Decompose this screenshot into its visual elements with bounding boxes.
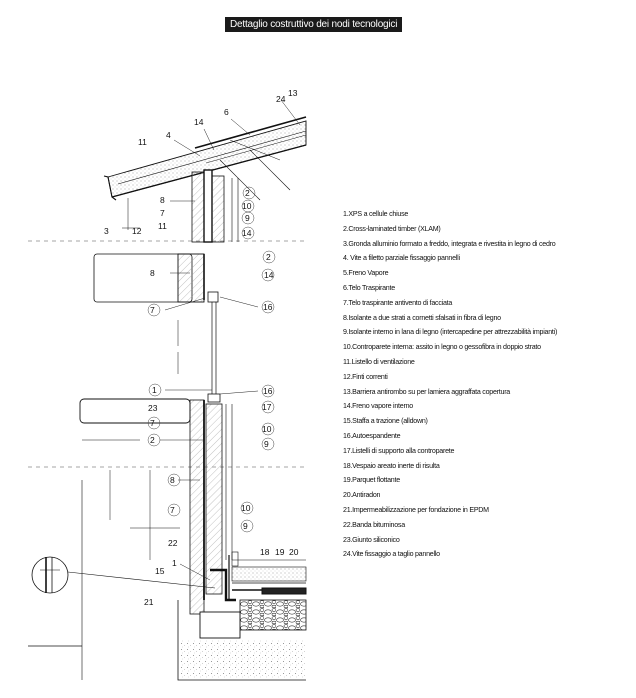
legend-item: 10.Controparete interna: assito in legno o gessofibra in doppio strato xyxy=(343,343,541,352)
legend-item: 9.Isolante interno in lana di legno (intercapedine per attrezzabilità impianti) xyxy=(343,328,558,337)
wall-middle xyxy=(94,254,220,402)
callout-11-low: 11 xyxy=(158,221,167,231)
callout-7: 7 xyxy=(160,208,165,218)
callout-1-b: 1 xyxy=(172,558,177,568)
legend-item: 5.Freno Vapore xyxy=(343,269,389,278)
callout-16: 16 xyxy=(263,302,273,312)
legend-item: 12.Finti correnti xyxy=(343,372,388,381)
legend-item: 8.Isolante a due strati a cornetti sfalsati in fibra di legno xyxy=(343,313,501,322)
legend-item: 1.XPS a cellule chiuse xyxy=(343,210,409,218)
legend-item: 16.Autoespandente xyxy=(343,431,401,440)
callout-2-b: 2 xyxy=(266,252,271,262)
legend-item: 19.Parquet flottante xyxy=(343,476,400,485)
callout-9-b: 9 xyxy=(264,439,269,449)
callout-3: 3 xyxy=(104,226,109,236)
callout-14: 14 xyxy=(194,117,204,127)
callout-17: 17 xyxy=(262,402,272,412)
legend-item: 13.Barriera antirombo su per lamiera aggraffata copertura xyxy=(343,387,511,396)
legend-item: 11.Listello di ventilazione xyxy=(343,357,415,366)
legend-item: 2.Cross-laminated timber (XLAM) xyxy=(343,224,441,233)
callout-10: 10 xyxy=(242,201,252,211)
callout-24: 24 xyxy=(276,94,286,104)
callout-21: 21 xyxy=(144,597,154,607)
callout-8-b: 8 xyxy=(150,268,155,278)
legend-item: 3.Gronda alluminio formato a freddo, integrata e rivestita in legno di cedro xyxy=(343,239,556,248)
callout-10-b: 10 xyxy=(262,424,272,434)
callout-22: 22 xyxy=(168,538,178,548)
callout-8-c: 8 xyxy=(170,475,175,485)
callout-15: 15 xyxy=(155,566,165,576)
callout-1: 1 xyxy=(152,385,157,395)
legend-list xyxy=(343,207,557,562)
callout-7-b: 7 xyxy=(150,305,155,315)
legend-item: 14.Freno vapore interno xyxy=(343,402,413,411)
callout-7-c: 7 xyxy=(150,418,155,428)
callout-9-c: 9 xyxy=(243,521,248,531)
callout-2-c: 2 xyxy=(150,435,155,445)
drawing-title: Dettaglio costruttivo dei nodi tecnologici xyxy=(225,17,402,32)
callout-10-c: 10 xyxy=(241,503,251,513)
legend-item: 17.Listelli di supporto alla controparete xyxy=(343,446,455,455)
callout-13: 13 xyxy=(288,88,298,98)
legend-item: 23.Giunto siliconico xyxy=(343,535,400,544)
legend-item: 4. Vite a filetto parziale fissaggio pannelli xyxy=(343,254,460,263)
callout-19: 19 xyxy=(275,547,285,557)
callout-2: 2 xyxy=(245,188,250,198)
callout-20: 20 xyxy=(289,547,299,557)
callout-11: 11 xyxy=(138,137,147,147)
callout-12: 12 xyxy=(132,226,142,236)
legend-item: 20.Antiradon xyxy=(343,491,381,500)
callout-8: 8 xyxy=(160,195,165,205)
legend-item: 21.Impermeabilizzazione per fondazione in EPDM xyxy=(343,505,489,514)
callout-9: 9 xyxy=(245,213,250,223)
legend-item: 24.Vite fissaggio a taglio pannello xyxy=(343,550,440,559)
legend-item: 6.Telo Traspirante xyxy=(343,283,395,292)
legend-item: 15.Staffa a trazione (alldown) xyxy=(343,417,428,426)
callout-16-b: 16 xyxy=(263,386,273,396)
legend-item: 22.Banda bituminosa xyxy=(343,520,405,529)
callout-4: 4 xyxy=(166,130,171,140)
callout-6: 6 xyxy=(224,107,229,117)
legend-item: 18.Vespaio areato inerte di risulta xyxy=(343,461,440,470)
callout-14-c: 14 xyxy=(264,270,274,280)
callout-18: 18 xyxy=(260,547,270,557)
legend-item: 7.Telo traspirante antivento di facciata xyxy=(343,298,453,307)
callout-14-b: 14 xyxy=(242,228,252,238)
callout-7-d: 7 xyxy=(170,505,175,515)
callout-23: 23 xyxy=(148,403,158,413)
wall-upper xyxy=(192,170,238,242)
